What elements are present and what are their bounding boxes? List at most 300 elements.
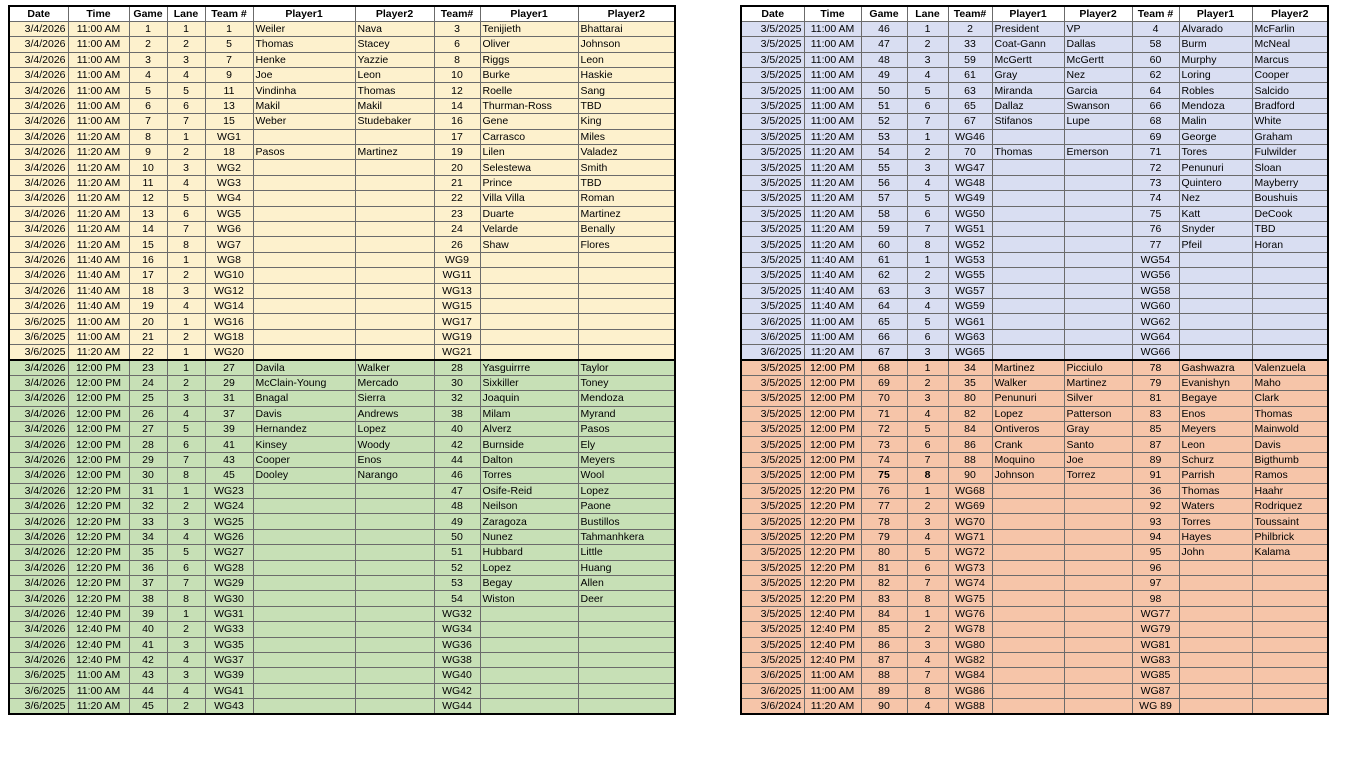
cell-team-b-player1[interactable] — [1179, 591, 1252, 606]
cell-team-b[interactable]: 21 — [434, 175, 480, 190]
cell-team-a[interactable]: WG76 — [948, 606, 992, 621]
cell-date[interactable]: 3/4/2026 — [9, 499, 68, 514]
cell-team-b[interactable]: WG44 — [434, 699, 480, 714]
cell-team-b-player2[interactable]: Smith — [578, 160, 675, 175]
cell-team-a-player1[interactable]: McClain-Young — [253, 375, 355, 390]
cell-team-b[interactable]: WG66 — [1132, 345, 1179, 360]
cell-time[interactable]: 11:00 AM — [804, 668, 861, 683]
cell-team-b-player1[interactable]: Snyder — [1179, 221, 1252, 236]
cell-game[interactable]: 23 — [129, 360, 167, 375]
cell-lane[interactable]: 5 — [167, 83, 205, 98]
header-team-b-player2[interactable]: Player2 — [1252, 6, 1328, 21]
cell-game[interactable]: 78 — [861, 514, 907, 529]
cell-team-a-player2[interactable] — [355, 283, 434, 298]
cell-team-a-player1[interactable]: Moquino — [992, 452, 1064, 467]
cell-time[interactable]: 12:00 PM — [68, 437, 129, 452]
cell-team-b[interactable]: 50 — [434, 529, 480, 544]
cell-game[interactable]: 57 — [861, 191, 907, 206]
cell-team-a-player1[interactable] — [253, 298, 355, 313]
cell-team-a-player1[interactable] — [253, 591, 355, 606]
cell-team-b-player2[interactable]: McFarlin — [1252, 21, 1328, 36]
cell-team-b-player1[interactable]: Villa Villa — [480, 191, 578, 206]
cell-time[interactable]: 11:20 AM — [804, 237, 861, 252]
cell-lane[interactable]: 3 — [167, 637, 205, 652]
cell-team-b[interactable]: WG54 — [1132, 252, 1179, 267]
cell-time[interactable]: 11:20 AM — [68, 145, 129, 160]
cell-team-a-player2[interactable] — [1064, 499, 1132, 514]
cell-game[interactable]: 24 — [129, 375, 167, 390]
cell-lane[interactable]: 1 — [167, 483, 205, 498]
cell-team-b[interactable]: 53 — [434, 575, 480, 590]
cell-team-b-player2[interactable]: Salcido — [1252, 83, 1328, 98]
cell-team-a[interactable]: WG70 — [948, 514, 992, 529]
cell-date[interactable]: 3/4/2026 — [9, 622, 68, 637]
cell-team-b[interactable]: 26 — [434, 237, 480, 252]
cell-team-b[interactable]: 64 — [1132, 83, 1179, 98]
cell-team-b-player2[interactable]: Philbrick — [1252, 529, 1328, 544]
header-team-b-player1[interactable]: Player1 — [480, 6, 578, 21]
cell-team-b[interactable]: 74 — [1132, 191, 1179, 206]
cell-date[interactable]: 3/6/2025 — [9, 683, 68, 698]
cell-time[interactable]: 12:20 PM — [68, 499, 129, 514]
cell-time[interactable]: 11:00 AM — [804, 329, 861, 344]
cell-team-a-player2[interactable] — [355, 699, 434, 714]
cell-team-a[interactable]: WG51 — [948, 221, 992, 236]
cell-lane[interactable]: 3 — [907, 345, 948, 360]
cell-team-a-player2[interactable]: Sierra — [355, 391, 434, 406]
cell-lane[interactable]: 5 — [907, 314, 948, 329]
cell-game[interactable]: 84 — [861, 606, 907, 621]
cell-team-a[interactable]: WG33 — [205, 622, 253, 637]
cell-team-a[interactable]: WG71 — [948, 529, 992, 544]
cell-date[interactable]: 3/5/2025 — [741, 437, 804, 452]
cell-team-b[interactable]: 3 — [434, 21, 480, 36]
cell-team-a[interactable]: WG12 — [205, 283, 253, 298]
cell-team-a-player1[interactable] — [992, 499, 1064, 514]
cell-game[interactable]: 22 — [129, 345, 167, 360]
cell-team-a-player1[interactable] — [992, 560, 1064, 575]
cell-date[interactable]: 3/5/2025 — [741, 298, 804, 313]
cell-team-b-player2[interactable] — [578, 252, 675, 267]
cell-team-b[interactable]: WG21 — [434, 345, 480, 360]
cell-team-b-player1[interactable] — [1179, 298, 1252, 313]
cell-game[interactable]: 29 — [129, 452, 167, 467]
cell-team-b-player1[interactable] — [480, 345, 578, 360]
cell-date[interactable]: 3/5/2025 — [741, 283, 804, 298]
cell-time[interactable]: 11:00 AM — [68, 98, 129, 113]
cell-team-a-player1[interactable]: Kinsey — [253, 437, 355, 452]
cell-team-b-player2[interactable] — [1252, 622, 1328, 637]
cell-team-a-player1[interactable] — [253, 529, 355, 544]
cell-date[interactable]: 3/5/2025 — [741, 98, 804, 113]
cell-date[interactable]: 3/4/2026 — [9, 545, 68, 560]
cell-lane[interactable]: 6 — [167, 206, 205, 221]
cell-team-b-player2[interactable] — [578, 683, 675, 698]
cell-team-b-player1[interactable]: Shaw — [480, 237, 578, 252]
cell-game[interactable]: 69 — [861, 375, 907, 390]
cell-team-a[interactable]: WG6 — [205, 221, 253, 236]
cell-team-a[interactable]: WG2 — [205, 160, 253, 175]
cell-game[interactable]: 54 — [861, 145, 907, 160]
cell-team-a[interactable]: 61 — [948, 68, 992, 83]
cell-date[interactable]: 3/4/2026 — [9, 52, 68, 67]
cell-team-b-player1[interactable] — [1179, 575, 1252, 590]
cell-team-b-player2[interactable]: TBD — [578, 98, 675, 113]
cell-time[interactable]: 12:20 PM — [68, 545, 129, 560]
cell-time[interactable]: 12:20 PM — [804, 483, 861, 498]
cell-team-a[interactable]: WG61 — [948, 314, 992, 329]
cell-team-a[interactable]: 9 — [205, 68, 253, 83]
cell-team-b[interactable]: 46 — [434, 468, 480, 483]
cell-game[interactable]: 11 — [129, 175, 167, 190]
cell-team-a-player2[interactable] — [1064, 268, 1132, 283]
cell-date[interactable]: 3/6/2025 — [9, 668, 68, 683]
cell-game[interactable]: 35 — [129, 545, 167, 560]
cell-game[interactable]: 33 — [129, 514, 167, 529]
cell-game[interactable]: 5 — [129, 83, 167, 98]
cell-team-b-player2[interactable] — [1252, 298, 1328, 313]
cell-team-b-player1[interactable]: Waters — [1179, 499, 1252, 514]
cell-team-b-player1[interactable] — [1179, 314, 1252, 329]
cell-team-b[interactable]: 97 — [1132, 575, 1179, 590]
cell-game[interactable]: 37 — [129, 575, 167, 590]
cell-date[interactable]: 3/5/2025 — [741, 375, 804, 390]
cell-team-b-player1[interactable]: Parrish — [1179, 468, 1252, 483]
cell-team-b-player1[interactable]: Duarte — [480, 206, 578, 221]
cell-team-b[interactable]: WG85 — [1132, 668, 1179, 683]
cell-team-b-player2[interactable]: Bhattarai — [578, 21, 675, 36]
cell-team-a[interactable]: WG63 — [948, 329, 992, 344]
cell-time[interactable]: 11:00 AM — [804, 83, 861, 98]
cell-team-a[interactable]: WG14 — [205, 298, 253, 313]
cell-date[interactable]: 3/6/2025 — [9, 699, 68, 714]
cell-lane[interactable]: 2 — [167, 499, 205, 514]
cell-lane[interactable]: 4 — [907, 298, 948, 313]
cell-time[interactable]: 11:40 AM — [68, 283, 129, 298]
cell-team-a[interactable]: 80 — [948, 391, 992, 406]
cell-team-a-player1[interactable]: Lopez — [992, 406, 1064, 421]
cell-team-b-player2[interactable] — [578, 637, 675, 652]
cell-team-a-player2[interactable]: Swanson — [1064, 98, 1132, 113]
cell-team-b-player1[interactable]: Selestewa — [480, 160, 578, 175]
cell-time[interactable]: 12:20 PM — [68, 529, 129, 544]
cell-lane[interactable]: 2 — [167, 37, 205, 52]
cell-team-b-player1[interactable] — [480, 668, 578, 683]
cell-team-a-player2[interactable] — [355, 314, 434, 329]
cell-team-a-player1[interactable] — [992, 160, 1064, 175]
cell-team-a-player2[interactable] — [355, 637, 434, 652]
cell-time[interactable]: 12:00 PM — [68, 391, 129, 406]
cell-date[interactable]: 3/4/2026 — [9, 575, 68, 590]
cell-team-a-player1[interactable] — [992, 298, 1064, 313]
cell-team-a-player2[interactable] — [355, 206, 434, 221]
cell-lane[interactable]: 6 — [907, 560, 948, 575]
cell-lane[interactable]: 1 — [167, 252, 205, 267]
cell-date[interactable]: 3/6/2025 — [741, 683, 804, 698]
cell-team-b-player1[interactable]: Tenijieth — [480, 21, 578, 36]
cell-team-a-player2[interactable] — [1064, 129, 1132, 144]
cell-date[interactable]: 3/5/2025 — [741, 114, 804, 129]
cell-team-b-player2[interactable]: Martinez — [578, 206, 675, 221]
cell-team-a[interactable]: WG7 — [205, 237, 253, 252]
cell-lane[interactable]: 1 — [907, 252, 948, 267]
cell-team-b[interactable]: WG19 — [434, 329, 480, 344]
cell-date[interactable]: 3/4/2026 — [9, 468, 68, 483]
cell-lane[interactable]: 4 — [907, 175, 948, 190]
cell-team-a-player1[interactable]: Bnagal — [253, 391, 355, 406]
cell-team-b-player2[interactable] — [578, 268, 675, 283]
cell-team-b-player1[interactable]: George — [1179, 129, 1252, 144]
cell-time[interactable]: 11:20 AM — [68, 345, 129, 360]
cell-team-a-player1[interactable] — [992, 329, 1064, 344]
cell-team-a-player2[interactable] — [1064, 160, 1132, 175]
cell-lane[interactable]: 8 — [907, 683, 948, 698]
cell-time[interactable]: 12:40 PM — [68, 637, 129, 652]
cell-game[interactable]: 73 — [861, 437, 907, 452]
cell-date[interactable]: 3/4/2026 — [9, 206, 68, 221]
cell-game[interactable]: 90 — [861, 699, 907, 714]
cell-team-a-player2[interactable] — [1064, 668, 1132, 683]
cell-date[interactable]: 3/4/2026 — [9, 298, 68, 313]
cell-team-b-player2[interactable] — [1252, 575, 1328, 590]
cell-time[interactable]: 12:20 PM — [68, 560, 129, 575]
cell-team-a-player1[interactable] — [992, 529, 1064, 544]
cell-team-a-player2[interactable] — [1064, 298, 1132, 313]
cell-time[interactable]: 11:40 AM — [804, 268, 861, 283]
cell-team-b-player1[interactable]: Torres — [480, 468, 578, 483]
cell-team-a[interactable]: 37 — [205, 406, 253, 421]
cell-time[interactable]: 11:00 AM — [68, 668, 129, 683]
cell-date[interactable]: 3/4/2026 — [9, 37, 68, 52]
cell-team-b-player1[interactable] — [480, 637, 578, 652]
cell-team-a[interactable]: 43 — [205, 452, 253, 467]
cell-team-a-player1[interactable] — [992, 268, 1064, 283]
cell-team-a-player1[interactable] — [253, 160, 355, 175]
cell-time[interactable]: 11:20 AM — [68, 160, 129, 175]
cell-team-a-player2[interactable] — [1064, 237, 1132, 252]
cell-team-a-player1[interactable] — [253, 652, 355, 667]
cell-time[interactable]: 11:00 AM — [68, 314, 129, 329]
cell-team-a-player2[interactable]: Walker — [355, 360, 434, 375]
cell-team-b-player2[interactable] — [578, 283, 675, 298]
cell-game[interactable]: 10 — [129, 160, 167, 175]
cell-team-a[interactable]: WG24 — [205, 499, 253, 514]
cell-team-a[interactable]: WG69 — [948, 499, 992, 514]
cell-date[interactable]: 3/6/2025 — [741, 329, 804, 344]
cell-game[interactable]: 16 — [129, 252, 167, 267]
cell-lane[interactable]: 2 — [907, 622, 948, 637]
cell-team-b-player1[interactable] — [480, 329, 578, 344]
cell-team-a-player2[interactable]: Garcia — [1064, 83, 1132, 98]
cell-time[interactable]: 12:00 PM — [804, 452, 861, 467]
cell-team-a[interactable]: 18 — [205, 145, 253, 160]
cell-team-b-player1[interactable]: Mendoza — [1179, 98, 1252, 113]
cell-team-b[interactable]: 58 — [1132, 37, 1179, 52]
cell-game[interactable]: 9 — [129, 145, 167, 160]
cell-team-a[interactable]: 13 — [205, 98, 253, 113]
cell-lane[interactable]: 4 — [907, 406, 948, 421]
cell-date[interactable]: 3/5/2025 — [741, 268, 804, 283]
cell-lane[interactable]: 8 — [907, 468, 948, 483]
cell-game[interactable]: 47 — [861, 37, 907, 52]
cell-game[interactable]: 14 — [129, 221, 167, 236]
cell-team-a[interactable]: WG30 — [205, 591, 253, 606]
cell-team-b-player1[interactable]: Oliver — [480, 37, 578, 52]
cell-time[interactable]: 11:40 AM — [804, 283, 861, 298]
cell-team-b-player1[interactable]: Torres — [1179, 514, 1252, 529]
cell-team-a-player1[interactable] — [253, 683, 355, 698]
cell-team-a-player1[interactable] — [253, 129, 355, 144]
cell-team-b-player1[interactable] — [1179, 622, 1252, 637]
cell-team-a-player1[interactable]: Walker — [992, 375, 1064, 390]
header-lane[interactable]: Lane — [907, 6, 948, 21]
cell-team-a[interactable]: 86 — [948, 437, 992, 452]
cell-team-a[interactable]: WG41 — [205, 683, 253, 698]
cell-game[interactable]: 70 — [861, 391, 907, 406]
cell-team-a[interactable]: WG35 — [205, 637, 253, 652]
cell-team-b-player2[interactable] — [578, 314, 675, 329]
cell-game[interactable]: 19 — [129, 298, 167, 313]
header-date[interactable]: Date — [741, 6, 804, 21]
cell-team-a-player2[interactable] — [355, 268, 434, 283]
cell-team-b-player1[interactable]: Osife-Reid — [480, 483, 578, 498]
cell-team-a-player1[interactable] — [253, 560, 355, 575]
cell-team-b[interactable]: 60 — [1132, 52, 1179, 67]
cell-game[interactable]: 66 — [861, 329, 907, 344]
cell-time[interactable]: 11:20 AM — [804, 206, 861, 221]
cell-time[interactable]: 11:00 AM — [68, 68, 129, 83]
cell-lane[interactable]: 6 — [907, 437, 948, 452]
cell-lane[interactable]: 3 — [907, 283, 948, 298]
cell-team-b[interactable]: 81 — [1132, 391, 1179, 406]
cell-team-b-player2[interactable]: Bigthumb — [1252, 452, 1328, 467]
cell-team-b[interactable]: 44 — [434, 452, 480, 467]
cell-team-a[interactable]: 31 — [205, 391, 253, 406]
cell-team-a-player2[interactable]: Enos — [355, 452, 434, 467]
cell-lane[interactable]: 5 — [167, 422, 205, 437]
cell-game[interactable]: 6 — [129, 98, 167, 113]
cell-team-a[interactable]: WG49 — [948, 191, 992, 206]
cell-lane[interactable]: 2 — [167, 699, 205, 714]
cell-lane[interactable]: 7 — [907, 668, 948, 683]
cell-team-a[interactable]: WG55 — [948, 268, 992, 283]
cell-team-a-player2[interactable] — [1064, 622, 1132, 637]
cell-lane[interactable]: 1 — [167, 606, 205, 621]
cell-team-b[interactable]: 17 — [434, 129, 480, 144]
cell-lane[interactable]: 8 — [167, 237, 205, 252]
cell-date[interactable]: 3/5/2025 — [741, 422, 804, 437]
cell-team-b-player2[interactable] — [578, 622, 675, 637]
cell-team-b[interactable]: WG17 — [434, 314, 480, 329]
cell-team-b-player2[interactable]: Fulwilder — [1252, 145, 1328, 160]
cell-team-b-player2[interactable]: Allen — [578, 575, 675, 590]
cell-lane[interactable]: 4 — [167, 175, 205, 190]
header-team-a[interactable]: Team# — [948, 6, 992, 21]
cell-time[interactable]: 11:00 AM — [804, 37, 861, 52]
cell-team-a[interactable]: WG80 — [948, 637, 992, 652]
cell-date[interactable]: 3/4/2026 — [9, 637, 68, 652]
cell-team-b-player2[interactable]: Myrand — [578, 406, 675, 421]
cell-team-b[interactable]: 68 — [1132, 114, 1179, 129]
cell-game[interactable]: 81 — [861, 560, 907, 575]
cell-team-b-player1[interactable]: Burke — [480, 68, 578, 83]
cell-team-b[interactable]: WG38 — [434, 652, 480, 667]
cell-game[interactable]: 41 — [129, 637, 167, 652]
cell-team-b-player2[interactable]: Valenzuela — [1252, 360, 1328, 375]
cell-team-a[interactable]: WG10 — [205, 268, 253, 283]
cell-lane[interactable]: 8 — [167, 591, 205, 606]
cell-team-a-player1[interactable]: Joe — [253, 68, 355, 83]
cell-team-a-player2[interactable]: Santo — [1064, 437, 1132, 452]
cell-date[interactable]: 3/4/2026 — [9, 21, 68, 36]
cell-team-a-player2[interactable]: Patterson — [1064, 406, 1132, 421]
cell-team-a-player1[interactable] — [992, 345, 1064, 360]
cell-lane[interactable]: 1 — [167, 21, 205, 36]
cell-date[interactable]: 3/4/2026 — [9, 360, 68, 375]
cell-time[interactable]: 11:20 AM — [68, 129, 129, 144]
cell-team-a-player1[interactable] — [253, 622, 355, 637]
cell-team-a-player2[interactable] — [355, 560, 434, 575]
cell-team-b[interactable]: WG36 — [434, 637, 480, 652]
cell-team-b-player1[interactable] — [1179, 668, 1252, 683]
cell-date[interactable]: 3/6/2025 — [9, 329, 68, 344]
cell-team-a-player1[interactable] — [253, 499, 355, 514]
cell-team-b-player2[interactable]: Leon — [578, 52, 675, 67]
cell-game[interactable]: 48 — [861, 52, 907, 67]
cell-time[interactable]: 11:00 AM — [804, 68, 861, 83]
cell-team-a-player2[interactable]: Woody — [355, 437, 434, 452]
cell-team-b-player1[interactable]: Burm — [1179, 37, 1252, 52]
cell-team-b-player1[interactable] — [480, 606, 578, 621]
cell-time[interactable]: 12:20 PM — [804, 545, 861, 560]
cell-team-b[interactable]: WG87 — [1132, 683, 1179, 698]
cell-team-a-player1[interactable] — [992, 606, 1064, 621]
cell-team-a-player1[interactable]: Makil — [253, 98, 355, 113]
cell-team-a[interactable]: WG28 — [205, 560, 253, 575]
cell-team-b-player2[interactable] — [578, 668, 675, 683]
cell-team-a[interactable]: WG50 — [948, 206, 992, 221]
cell-team-b[interactable]: WG58 — [1132, 283, 1179, 298]
cell-team-a-player2[interactable] — [1064, 591, 1132, 606]
cell-team-b-player2[interactable] — [1252, 268, 1328, 283]
cell-team-b-player1[interactable]: Gene — [480, 114, 578, 129]
header-lane[interactable]: Lane — [167, 6, 205, 21]
cell-team-b-player2[interactable]: Meyers — [578, 452, 675, 467]
cell-time[interactable]: 11:00 AM — [68, 37, 129, 52]
cell-team-b[interactable]: WG15 — [434, 298, 480, 313]
cell-game[interactable]: 89 — [861, 683, 907, 698]
cell-team-b[interactable]: 87 — [1132, 437, 1179, 452]
cell-date[interactable]: 3/4/2026 — [9, 591, 68, 606]
cell-team-a-player1[interactable]: Vindinha — [253, 83, 355, 98]
cell-lane[interactable]: 4 — [907, 68, 948, 83]
cell-team-b-player1[interactable]: Gashwazra — [1179, 360, 1252, 375]
cell-team-b-player1[interactable] — [480, 252, 578, 267]
cell-team-b-player2[interactable] — [578, 345, 675, 360]
cell-team-a-player1[interactable] — [992, 637, 1064, 652]
cell-team-b-player2[interactable]: Valadez — [578, 145, 675, 160]
cell-lane[interactable]: 7 — [907, 575, 948, 590]
cell-team-a[interactable]: WG46 — [948, 129, 992, 144]
cell-team-a-player2[interactable] — [355, 298, 434, 313]
cell-team-b-player1[interactable] — [1179, 283, 1252, 298]
cell-team-a-player1[interactable] — [253, 268, 355, 283]
cell-team-a-player1[interactable] — [992, 191, 1064, 206]
cell-game[interactable]: 51 — [861, 98, 907, 113]
cell-team-b-player1[interactable]: Tores — [1179, 145, 1252, 160]
cell-team-b-player1[interactable]: Alverz — [480, 422, 578, 437]
cell-team-a[interactable]: WG29 — [205, 575, 253, 590]
